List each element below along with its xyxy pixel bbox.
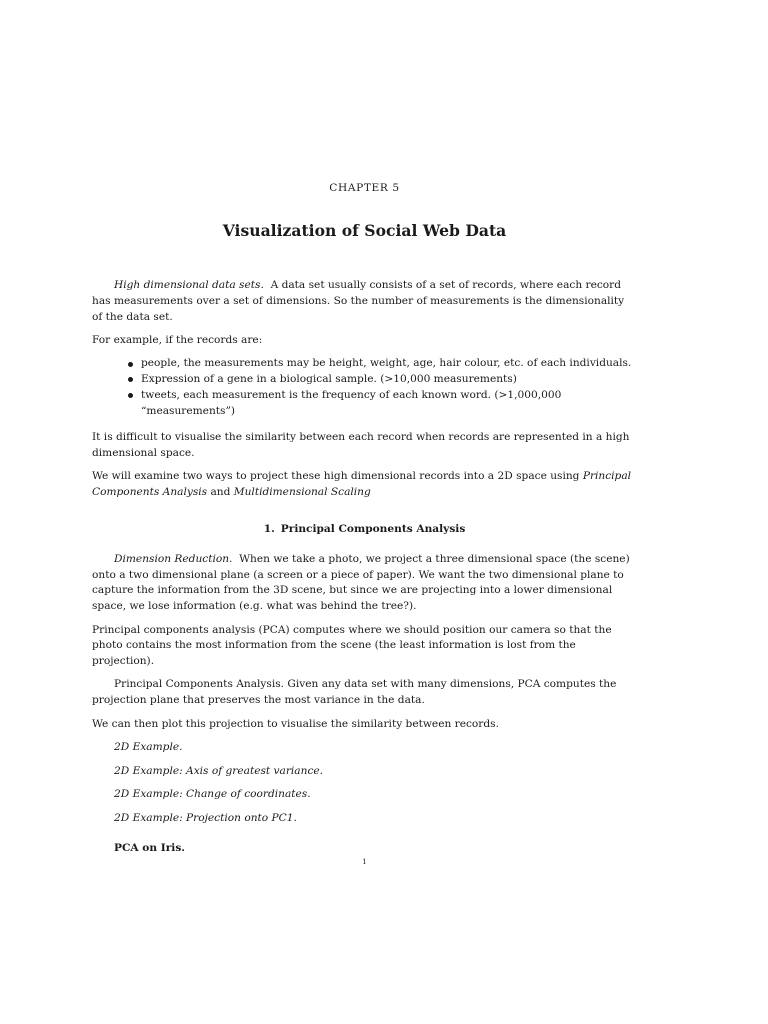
bullet-icon (128, 362, 133, 367)
list-item (141, 388, 637, 420)
example-heading: 2D Example. (114, 740, 183, 753)
intro-paragraph-3: It is difficult to visualise the similarity between each record when records are represented in a high dimensional space. (92, 431, 630, 460)
chapter-title: Visualization of Social Web Data (222, 221, 507, 240)
list-item-text: people, the measurements may be height, weight, age, hair colour, etc. of each individuals. (141, 357, 632, 370)
section-number: 1. (263, 523, 275, 536)
section-heading (92, 522, 637, 538)
list-item (141, 356, 637, 372)
intro-paragraph-4-text: We will examine two ways to project these high dimensional records into a 2D space using (92, 470, 580, 483)
intro-paragraph-4 (92, 469, 637, 501)
pca-paragraph-3: Principal Components Analysis. Given any data set with many dimensions, PCA computes the projection plane that preserves the most variance in the data. (92, 678, 617, 707)
intro-paragraph-2: For example, if the records are: (92, 333, 263, 346)
page-number: 1 (362, 858, 367, 866)
pca-on-iris-heading: PCA on Iris. (114, 842, 185, 855)
body-text (92, 278, 637, 864)
pca-paragraph-4: We can then plot this projection to visualise the similarity between records. (92, 717, 499, 730)
list-item (141, 372, 637, 388)
example-heading: 2D Example: Projection onto PC1. (114, 812, 297, 825)
chapter-label: CHAPTER 5 (329, 182, 400, 194)
bullet-icon (128, 393, 133, 398)
term-mds: Multidimensional Scaling (233, 486, 371, 499)
list-item-text: tweets, each measurement is the frequency of each known word. (>1,000,000 “measurements”) (141, 388, 562, 417)
example-heading: 2D Example: Change of coordinates. (114, 788, 311, 801)
intro-paragraph-1 (92, 278, 637, 325)
conjunction-text: and (210, 486, 231, 499)
pca-paragraph-2: Principal components analysis (PCA) computes where we should position our camera so that the photo contains the most information from the scene (the least information is lost from the projection). (92, 623, 612, 668)
bullet-icon (128, 377, 133, 382)
section-title: Principal Components Analysis (280, 523, 466, 536)
example-heading: 2D Example: Axis of greatest variance. (114, 764, 324, 777)
intro-paragraph-1-text: A data set usually consists of a set of records, where each record has measurements over a set of dimensions. So the number of measurements is the dimensionality of the data set. (92, 279, 625, 323)
term-pca: Principal Components Analysis (92, 470, 632, 499)
run-in-heading-high-dimensional: High dimensional data sets. (114, 279, 264, 291)
pca-paragraph-1-text: When we take a photo, we project a three dimensional space (the scene) onto a two dimensional plane (a screen or a piece of paper). We want the two dimensional plane to capture the information from the 3D scene, but since we are projecting into a lower dimensional space, we lose information (e.g. what was behind the tree?). (92, 552, 630, 613)
run-in-heading-dimension-reduction: Dimension Reduction. (114, 552, 233, 565)
pca-paragraph-1 (92, 552, 637, 615)
example-records-list (92, 356, 637, 419)
list-item-text: Expression of a gene in a biological sample. (>10,000 measurements) (141, 372, 517, 385)
